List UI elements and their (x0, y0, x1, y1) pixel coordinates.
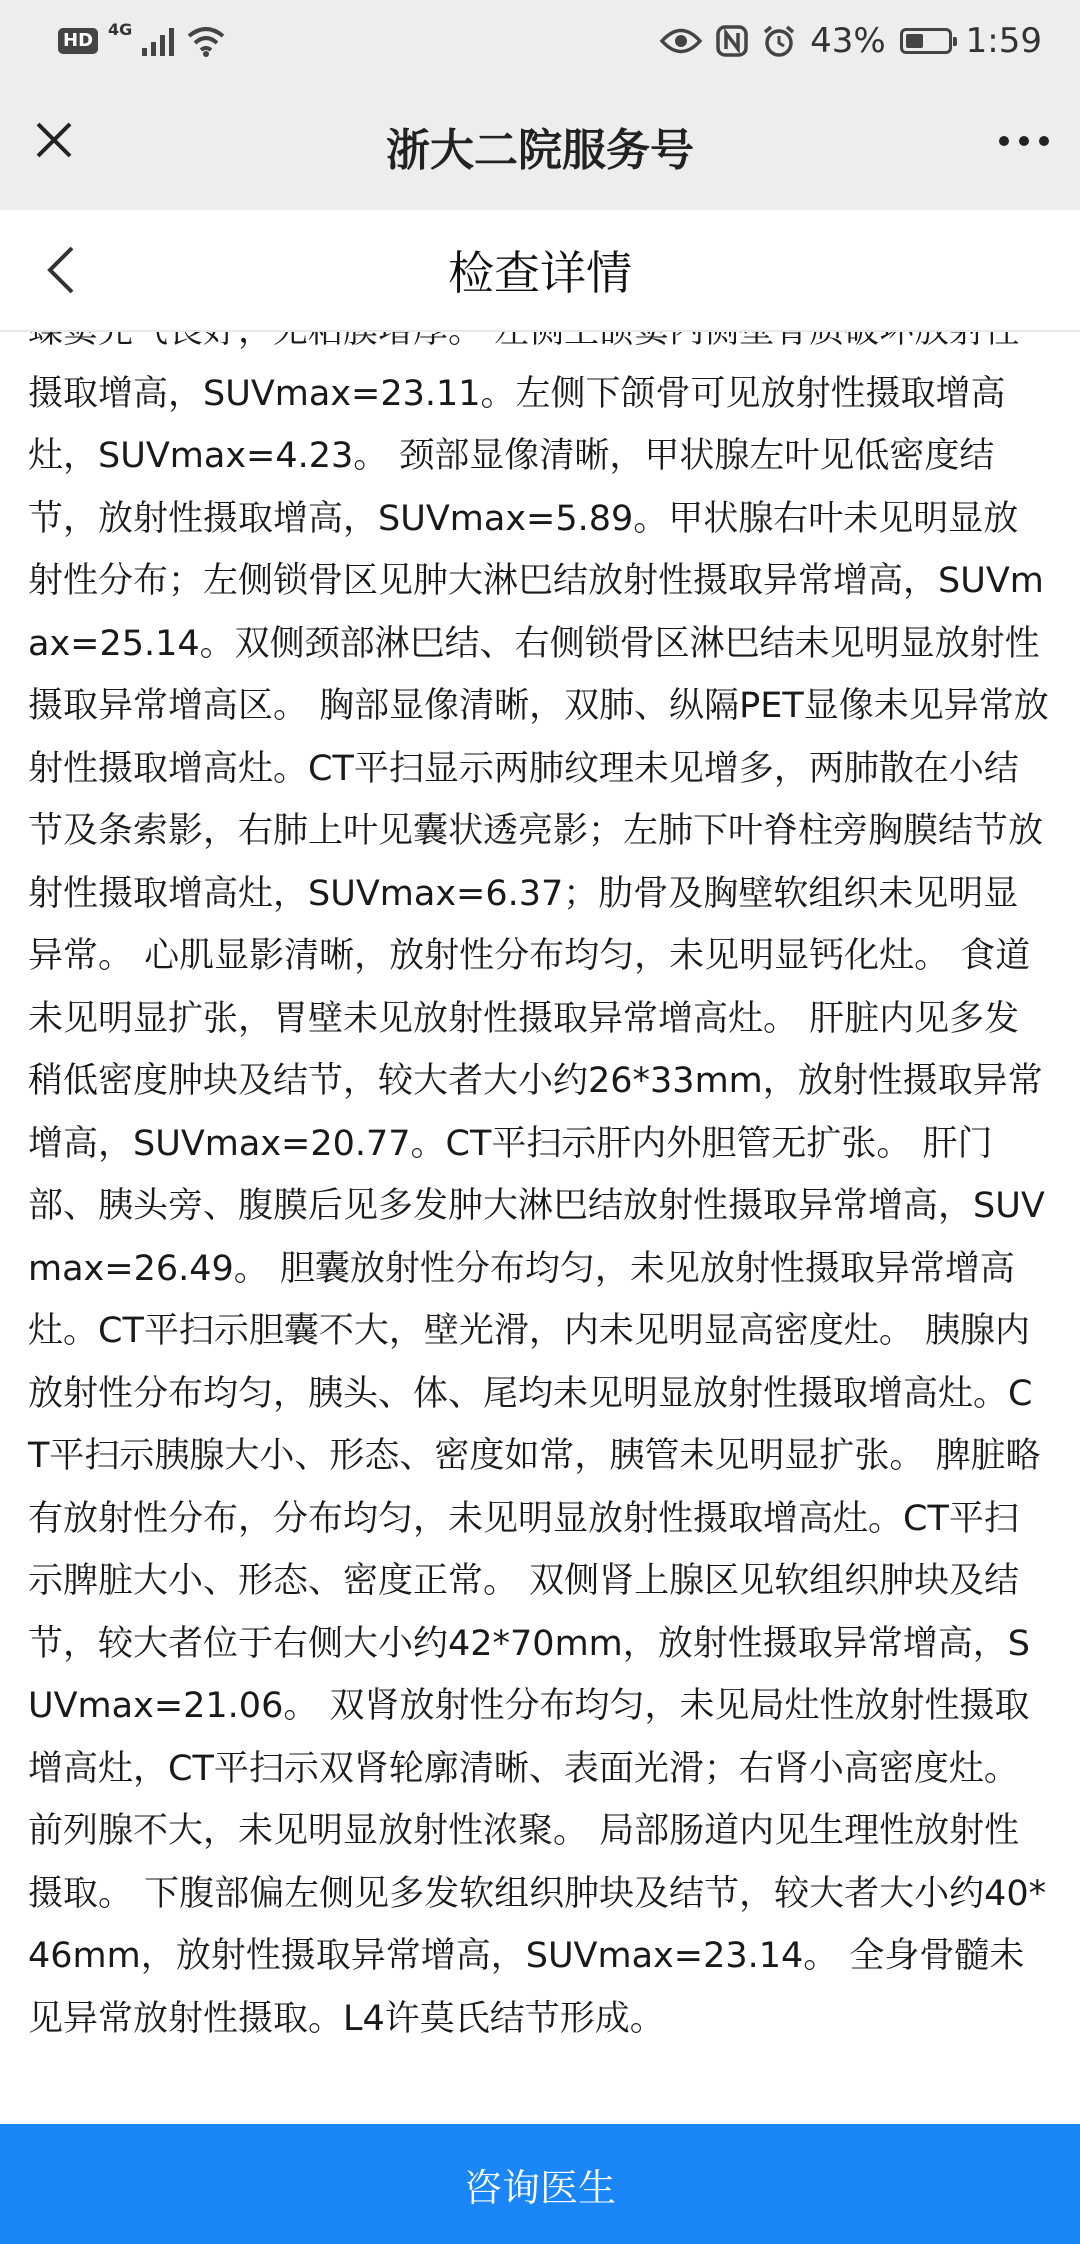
back-button[interactable] (36, 240, 86, 300)
nfc-icon (716, 25, 748, 57)
app-title: 浙大二院服务号 (386, 125, 694, 176)
network-type: 4G (108, 19, 133, 39)
alarm-icon (762, 24, 796, 58)
eye-icon (660, 26, 702, 56)
status-time: 1:59 (965, 21, 1042, 61)
page-title: 检查详情 (448, 246, 632, 300)
status-right (660, 21, 1042, 61)
back-icon (46, 244, 76, 296)
battery-percent: 43% (810, 21, 886, 61)
wifi-icon (186, 25, 226, 57)
close-icon (34, 120, 74, 160)
hd-badge: HD (58, 28, 98, 54)
consult-doctor-button[interactable]: 咨询医生 (0, 2124, 1080, 2244)
page-header (0, 210, 1080, 332)
close-button[interactable] (28, 114, 80, 166)
report-content[interactable] (0, 332, 1080, 2124)
signal-icon (142, 26, 176, 56)
status-bar (0, 0, 1080, 82)
more-icon (998, 135, 1050, 147)
app-bar (0, 82, 1080, 210)
battery-icon (900, 28, 952, 54)
status-left (58, 19, 226, 57)
report-text: 摄取增高，SUVmax=23.11。左侧下颌骨可见放射性摄取增高灶，SUVmax=4.23。 颈部显像清晰，甲状腺左叶见低密度结节，放射性摄取增高，SUVmax=5.89。甲状腺右叶未见明显放射性分布；左侧锁骨区见肿大淋巴结放射性摄取异常增高，SUVmax=25.14。双侧颈部淋巴结、右侧锁骨区淋巴结未见明显放射性摄取异常增高区。 胸部显像清晰，双肺、纵隔PET显像未见异常放射性摄取增高灶。CT平扫显示两肺纹理未见增多，两肺散在小结节及条索影，右肺上叶见囊状透亮影；左肺下叶脊柱旁胸膜结节放射性摄取增高灶，SUVmax=6.37；肋骨及胸壁软组织未见明显异常。 心肌显影清晰，放射性分布均匀，未见明显钙化灶。 食道未见明显扩张，胃壁未见放射性摄取异常增高灶。 肝脏内见多发稍低密度肿块及结节，较大者大小约26*33mm，放射性摄取异常增高，SUVmax=20.77。CT平扫示肝内外胆管无扩张。 肝门部、胰头旁、腹膜后见多发肿大淋巴结放射性摄取异常增高，SUVmax=26.49。 胆囊放射性分布均匀，未见放射性摄取异常增高灶。CT平扫示胆囊不大，壁光滑，内未见明显高密度灶。 胰腺内放射性分布均匀，胰头、体、尾均未见明显放射性摄取增高灶。CT平扫示胰腺大小、形态、密度如常，胰管未见明显扩张。 脾脏略有放射性分布，分布均匀，未见明显放射性摄取增高灶。CT平扫示脾脏大小、形态、密度正常。 双侧肾上腺区见软组织肿块及结节，较大者位于右侧大小约42*70mm，放射性摄取异常增高，SUVmax=21.06。 双肾放射性分布均匀，未见局灶性放射性摄取增高灶，CT平扫示双肾轮廓清晰、表面光滑；右肾小高密度灶。 前列腺不大，未见明显放射性浓聚。 局部肠道内见生理性放射性摄取。 下腹部偏左侧见多发软组织肿块及结节，较大者大小约40*46mm，放射性摄取异常增高，SUVmax=23.14。 全身骨髓未见异常放射性摄取。L4许莫氏结节形成。 (28, 373, 1049, 2039)
more-button[interactable] (994, 116, 1054, 166)
battery-level (906, 34, 923, 48)
